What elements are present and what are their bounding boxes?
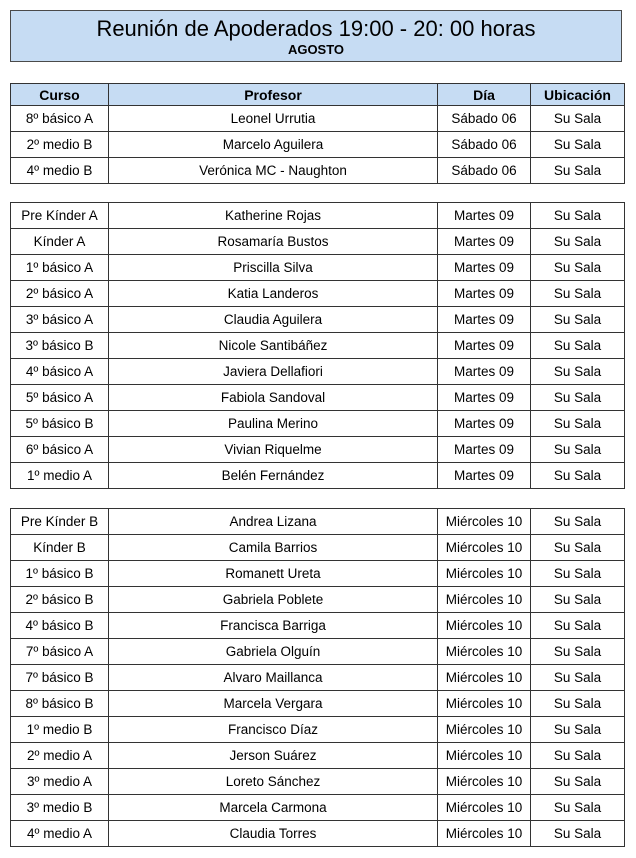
curso-cell: 3º básico A: [11, 307, 109, 333]
ubicacion-cell: Su Sala: [531, 509, 625, 535]
table-row: [11, 385, 625, 411]
ubicacion-cell: Su Sala: [531, 587, 625, 613]
curso-cell: 4º medio A: [11, 821, 109, 847]
profesor-cell: Marcelo Aguilera: [109, 132, 438, 158]
curso-cell: 8º básico A: [11, 106, 109, 132]
curso-cell: Pre Kínder A: [11, 203, 109, 229]
curso-cell: 1º medio A: [11, 463, 109, 489]
profesor-cell: Claudia Aguilera: [109, 307, 438, 333]
profesor-cell: Alvaro Maillanca: [109, 665, 438, 691]
curso-cell: 7º básico B: [11, 665, 109, 691]
table-row: [11, 665, 625, 691]
profesor-cell: Vivian Riquelme: [109, 437, 438, 463]
curso-cell: 2º medio A: [11, 743, 109, 769]
profesor-cell: Francisco Díaz: [109, 717, 438, 743]
table-row: [11, 106, 625, 132]
table-row: [11, 281, 625, 307]
profesor-cell: Francisca Barriga: [109, 613, 438, 639]
curso-cell: 8º básico B: [11, 691, 109, 717]
curso-cell: 4º básico B: [11, 613, 109, 639]
dia-cell: Sábado 06: [438, 106, 531, 132]
profesor-cell: Marcela Vergara: [109, 691, 438, 717]
dia-cell: Martes 09: [438, 463, 531, 489]
profesor-cell: Gabriela Olguín: [109, 639, 438, 665]
table-row: [11, 255, 625, 281]
table-row: [11, 821, 625, 847]
ubicacion-cell: Su Sala: [531, 717, 625, 743]
profesor-cell: Jerson Suárez: [109, 743, 438, 769]
table-row: [11, 717, 625, 743]
schedule-table-tuesday: [10, 202, 625, 489]
table-row: [11, 158, 625, 184]
profesor-cell: Andrea Lizana: [109, 509, 438, 535]
curso-cell: 1º básico B: [11, 561, 109, 587]
dia-cell: Miércoles 10: [438, 613, 531, 639]
dia-cell: Martes 09: [438, 359, 531, 385]
ubicacion-cell: Su Sala: [531, 158, 625, 184]
column-header-profesor: Profesor: [109, 84, 438, 106]
ubicacion-cell: Su Sala: [531, 665, 625, 691]
ubicacion-cell: Su Sala: [531, 639, 625, 665]
ubicacion-cell: Su Sala: [531, 385, 625, 411]
dia-cell: Martes 09: [438, 203, 531, 229]
curso-cell: Kínder B: [11, 535, 109, 561]
column-header-ubicacion: Ubicación: [531, 84, 625, 106]
profesor-cell: Belén Fernández: [109, 463, 438, 489]
dia-cell: Martes 09: [438, 307, 531, 333]
ubicacion-cell: Su Sala: [531, 333, 625, 359]
ubicacion-cell: Su Sala: [531, 106, 625, 132]
profesor-cell: Gabriela Poblete: [109, 587, 438, 613]
profesor-cell: Paulina Merino: [109, 411, 438, 437]
dia-cell: Martes 09: [438, 437, 531, 463]
dia-cell: Sábado 06: [438, 132, 531, 158]
table-row: [11, 359, 625, 385]
profesor-cell: Rosamaría Bustos: [109, 229, 438, 255]
dia-cell: Miércoles 10: [438, 769, 531, 795]
curso-cell: 5º básico A: [11, 385, 109, 411]
table-row: [11, 613, 625, 639]
profesor-cell: Marcela Carmona: [109, 795, 438, 821]
profesor-cell: Javiera Dellafiori: [109, 359, 438, 385]
table-row: [11, 333, 625, 359]
month-subtitle: AGOSTO: [287, 42, 345, 57]
table-row: [11, 561, 625, 587]
table-row: [11, 587, 625, 613]
profesor-cell: Fabiola Sandoval: [109, 385, 438, 411]
ubicacion-cell: Su Sala: [531, 463, 625, 489]
profesor-cell: Verónica MC - Naughton: [109, 158, 438, 184]
profesor-cell: Katherine Rojas: [109, 203, 438, 229]
curso-cell: 1º medio B: [11, 717, 109, 743]
dia-cell: Miércoles 10: [438, 587, 531, 613]
ubicacion-cell: Su Sala: [531, 411, 625, 437]
ubicacion-cell: Su Sala: [531, 437, 625, 463]
dia-cell: Miércoles 10: [438, 535, 531, 561]
table-row: [11, 769, 625, 795]
curso-cell: 2º medio B: [11, 132, 109, 158]
table-row: [11, 411, 625, 437]
curso-cell: Kínder A: [11, 229, 109, 255]
ubicacion-cell: Su Sala: [531, 613, 625, 639]
dia-cell: Miércoles 10: [438, 561, 531, 587]
dia-cell: Miércoles 10: [438, 639, 531, 665]
schedule-table-saturday: [10, 83, 625, 184]
profesor-cell: Loreto Sánchez: [109, 769, 438, 795]
dia-cell: Miércoles 10: [438, 743, 531, 769]
profesor-cell: Romanett Ureta: [109, 561, 438, 587]
dia-cell: Martes 09: [438, 229, 531, 255]
title-box: [10, 10, 622, 62]
ubicacion-cell: Su Sala: [531, 795, 625, 821]
table-row: [11, 743, 625, 769]
schedule-table-wednesday: [10, 508, 625, 847]
ubicacion-cell: Su Sala: [531, 561, 625, 587]
dia-cell: Martes 09: [438, 411, 531, 437]
curso-cell: 4º básico A: [11, 359, 109, 385]
curso-cell: 2º básico A: [11, 281, 109, 307]
curso-cell: Pre Kínder B: [11, 509, 109, 535]
column-header-dia: Día: [438, 84, 531, 106]
column-header-curso: Curso: [11, 84, 109, 106]
curso-cell: 6º básico A: [11, 437, 109, 463]
ubicacion-cell: Su Sala: [531, 307, 625, 333]
dia-cell: Martes 09: [438, 385, 531, 411]
ubicacion-cell: Su Sala: [531, 691, 625, 717]
dia-cell: Martes 09: [438, 333, 531, 359]
table-row: [11, 132, 625, 158]
profesor-cell: Claudia Torres: [109, 821, 438, 847]
profesor-cell: Nicole Santibáñez: [109, 333, 438, 359]
curso-cell: 4º medio B: [11, 158, 109, 184]
profesor-cell: Leonel Urrutia: [109, 106, 438, 132]
table-row: [11, 437, 625, 463]
dia-cell: Miércoles 10: [438, 795, 531, 821]
table-row: [11, 535, 625, 561]
dia-cell: Martes 09: [438, 281, 531, 307]
dia-cell: Martes 09: [438, 255, 531, 281]
ubicacion-cell: Su Sala: [531, 535, 625, 561]
ubicacion-cell: Su Sala: [531, 255, 625, 281]
table-row: [11, 691, 625, 717]
profesor-cell: Priscilla Silva: [109, 255, 438, 281]
ubicacion-cell: Su Sala: [531, 132, 625, 158]
table-row: [11, 509, 625, 535]
ubicacion-cell: Su Sala: [531, 229, 625, 255]
curso-cell: 5º básico B: [11, 411, 109, 437]
ubicacion-cell: Su Sala: [531, 203, 625, 229]
dia-cell: Miércoles 10: [438, 717, 531, 743]
ubicacion-cell: Su Sala: [531, 769, 625, 795]
curso-cell: 3º medio B: [11, 795, 109, 821]
profesor-cell: Camila Barrios: [109, 535, 438, 561]
table-row: [11, 307, 625, 333]
table-row: [11, 463, 625, 489]
page-title: Reunión de Apoderados 19:00 - 20: 00 horas: [96, 16, 536, 41]
table-row: [11, 639, 625, 665]
dia-cell: Miércoles 10: [438, 821, 531, 847]
dia-cell: Miércoles 10: [438, 665, 531, 691]
table-header-row: [11, 84, 625, 106]
ubicacion-cell: Su Sala: [531, 821, 625, 847]
curso-cell: 1º básico A: [11, 255, 109, 281]
profesor-cell: Katia Landeros: [109, 281, 438, 307]
ubicacion-cell: Su Sala: [531, 359, 625, 385]
dia-cell: Miércoles 10: [438, 509, 531, 535]
ubicacion-cell: Su Sala: [531, 281, 625, 307]
table-row: [11, 203, 625, 229]
curso-cell: 7º básico A: [11, 639, 109, 665]
curso-cell: 3º medio A: [11, 769, 109, 795]
ubicacion-cell: Su Sala: [531, 743, 625, 769]
dia-cell: Miércoles 10: [438, 691, 531, 717]
curso-cell: 3º básico B: [11, 333, 109, 359]
table-row: [11, 229, 625, 255]
dia-cell: Sábado 06: [438, 158, 531, 184]
table-row: [11, 795, 625, 821]
curso-cell: 2º básico B: [11, 587, 109, 613]
